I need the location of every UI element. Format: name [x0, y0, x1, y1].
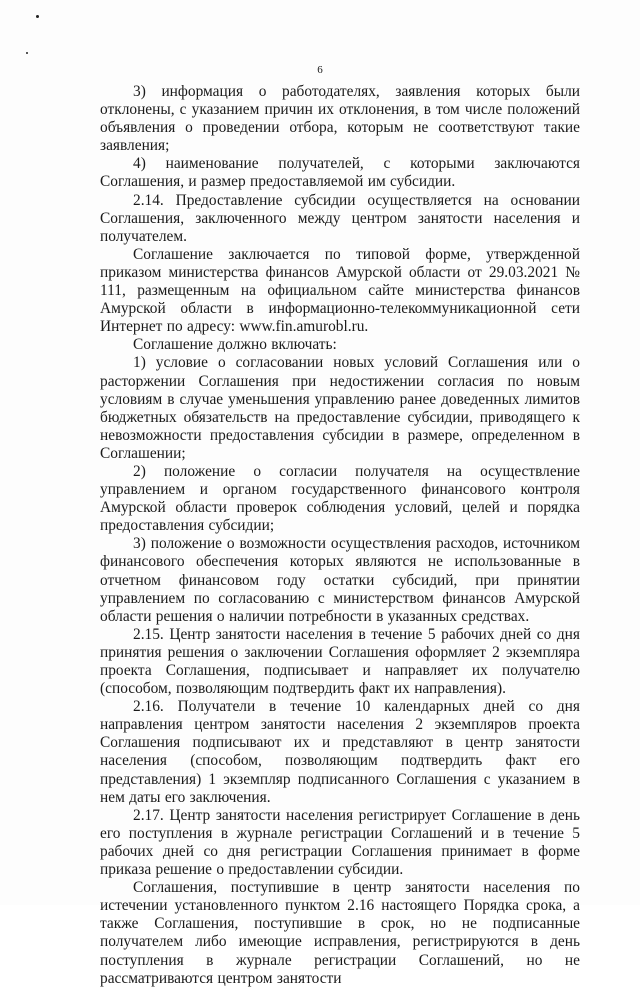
- scan-speck: [36, 15, 39, 18]
- paragraph-condition-2: 2) положение о согласии получателя на осуществление управлением и органом государственного финансового контроля Амурской области проверок соблюдения условий, целей и порядка предоставления субсидии;: [100, 462, 580, 535]
- paragraph-2-16: 2.16. Получатели в течение 10 календарных дней со дня направления центром занятости населения 2 экземпляров проекта Соглашения подписывают их и представляют в центр занятости населения (способом, позволяющим подтвердить факт его представления) 1 экземпляр подписанного Соглашения с указанием в нем даты его заключения.: [100, 698, 580, 806]
- paragraph-2-14: 2.14. Предоставление субсидии осуществляется на основании Соглашения, заключенного между центром занятости населения и получателем.: [100, 191, 580, 245]
- page-number: 6: [317, 64, 323, 76]
- paragraph-must-include: Соглашение должно включать:: [133, 336, 337, 354]
- paragraph-standard-form: Соглашение заключается по типовой форме, утвержденной приказом министерства финансов Амурской области от 29.03.2021 № 111, размещенным на официальном сайте министерства финансов Амурской области в информационно-телекоммуникационной сети Интернет по адресу: www.fin.amurobl.ru.: [100, 245, 580, 336]
- paragraph-item-4: 4) наименование получателей, с которыми заключаются Соглашения, и размер предоставляемой им субсидии.: [100, 155, 580, 191]
- document-body: [100, 83, 580, 988]
- paragraph-item-3: 3) информация о работодателях, заявления которых были отклонены, с указанием причин их отклонения, в том числе положений объявления о проведении отбора, которым не соответствуют такие заявления;: [100, 83, 580, 155]
- paragraph-late-agreements: Соглашения, поступившие в центр занятости населения по истечении установленного пунктом 2.16 настоящего Порядка срока, а также Соглашения, поступившие в срок, но не подписанные получателем либо имеющие исправления, регистрируются в день поступления в журнале регистрации Соглашений, но не рассматриваются центром занятости: [100, 879, 580, 987]
- paragraph-2-15: 2.15. Центр занятости населения в течение 5 рабочих дней со дня принятия решения о заключении Соглашения оформляет 2 экземпляра проекта Соглашения, подписывает и направляет их получателю (способом, позволяющим подтвердить факт их направления).: [100, 625, 580, 698]
- scan-speck: [26, 52, 28, 54]
- paragraph-condition-1: 1) условие о согласовании новых условий Соглашения или о расторжении Соглашения при недостижении согласия по новым условиям в случае уменьшения управлению ранее доведенных лимитов бюджетных обязательств на предоставление субсидии, приводящего к невозможности предоставления субсидии в размере, определенном в Соглашении;: [100, 354, 580, 462]
- paragraph-2-17: 2.17. Центр занятости населения регистрирует Соглашение в день его поступления в журнале регистрации Соглашений и в течение 5 рабочих дней со дня регистрации Соглашения принимает в форме приказа решение о предоставлении субсидии.: [100, 806, 580, 879]
- paragraph-condition-3: 3) положение о возможности осуществления расходов, источником финансового обеспечения которых являются не использованные в отчетном финансовом году остатки субсидий, при принятии управлением по согласованию с министерством финансов Амурской области решения о наличии потребности в указанных средствах.: [100, 535, 580, 625]
